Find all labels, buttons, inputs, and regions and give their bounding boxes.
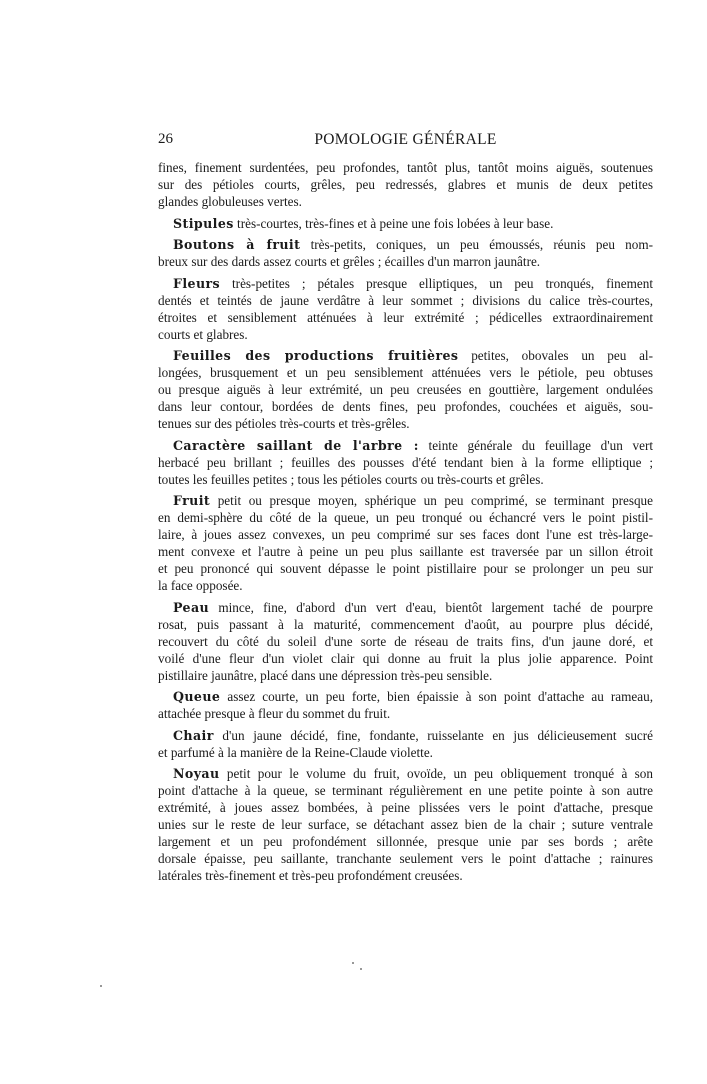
paragraph-stipules (158, 215, 653, 232)
text-line (158, 833, 653, 850)
line-text: et parfumé à la manière de la Reine-Claude violette. (158, 744, 433, 760)
line-text: ou presque aiguës à leur extrémité, un peu creusées en gouttière, largement ondulées (158, 382, 653, 397)
text-line (158, 850, 653, 867)
line-text: unies sur le reste de leur surface, se détachant assez bien de la chair ; suture ventrale (158, 817, 653, 832)
paragraph-noyau (158, 765, 653, 884)
scan-speck (360, 968, 362, 970)
text-line (158, 799, 653, 816)
text-line (158, 526, 653, 543)
entry-heading: Caractère saillant de l'arbre : (173, 437, 419, 453)
line-text: très-petits, coniques, un peu émoussés, réunis peu nom- (310, 237, 654, 252)
text-line (158, 398, 653, 415)
line-text: mince, fine, d'abord d'un vert d'eau, bientôt largement taché de pourpre (218, 599, 653, 615)
line-text: assez courte, un peu forte, bien épaissie à son point d'attache au rameau, (227, 689, 653, 704)
line-text: ment convexe et l'autre à peine un peu plus saillante est traversée par un sillon étroit (158, 544, 653, 559)
paragraph-fruit (158, 492, 653, 594)
paragraph-boutons (158, 236, 653, 270)
running-title: POMOLOGIE GÉNÉRALE (314, 131, 497, 148)
text-line (158, 509, 653, 526)
paragraph-peau (158, 599, 653, 684)
line-text: laire, à joues assez convexes, un peu comprimé sur ses faces dont l'une est très-large- (158, 527, 653, 542)
line-text: fines, finement surdentées, peu profondes, tantôt plus, tantôt moins aiguës, soutenues (158, 160, 653, 175)
text-line (158, 215, 653, 232)
line-text: et peu prononcé qui souvent dépasse le point pistillaire pour se prolonger un peu sur (158, 561, 653, 576)
scan-speck (100, 985, 102, 987)
line-text: extrémité, à joues assez bombées, à peine plissées vers le point d'attache, presque (158, 800, 653, 815)
line-text: attachée presque à fleur du sommet du fruit. (158, 706, 391, 721)
line-text: latérales très-finement et très-peu profondément creusées. (158, 868, 463, 883)
text-line (158, 599, 653, 616)
line-text: herbacé peu brillant ; feuilles des pousses d'été tendant bien à la forme elliptique ; (158, 454, 653, 470)
text-line (158, 275, 653, 292)
page-body (158, 159, 653, 889)
entry-heading: Queue (173, 689, 221, 704)
text-line (158, 616, 653, 633)
text-line (158, 633, 653, 650)
paragraph-feuilles (158, 347, 653, 432)
entry-heading: Fruit (173, 493, 211, 508)
line-text: glandes globuleuses vertes. (158, 194, 302, 209)
text-line (158, 744, 653, 761)
line-text: dorsale épaisse, peu saillante, tranchante seulement vers le point d'attache ; rainures (158, 851, 653, 866)
text-line (158, 688, 653, 705)
line-text: sur des pétioles courts, grêles, peu redressés, glabres et munis de deux petites (158, 177, 653, 192)
paragraph-continued (158, 159, 653, 210)
line-text: la face opposée. (158, 578, 243, 593)
page-number: 26 (158, 131, 173, 147)
text-line (158, 765, 653, 782)
line-text: dentés et teintés de jaune verdâtre à leur sommet ; divisions du calice très-courtes, (158, 292, 653, 308)
text-line (158, 816, 653, 833)
line-text: toutes les feuilles petites ; tous les pétioles courts ou très-courts et grêles. (158, 471, 544, 487)
line-text: très-petites ; pétales presque elliptiques, un peu tronqués, finement (232, 275, 654, 291)
text-line (158, 650, 653, 667)
text-line (158, 560, 653, 577)
line-text: teinte générale du feuillage d'un vert (428, 437, 654, 453)
line-text: longées, brusquement et un peu sensiblement atténuées vers le pétiole, peu obtuses (158, 365, 653, 380)
text-line (158, 193, 653, 210)
entry-heading: Chair (173, 727, 214, 743)
text-line (158, 867, 653, 884)
text-line (158, 253, 653, 270)
text-line (158, 727, 653, 744)
entry-heading: Stipules (173, 215, 234, 231)
line-text: petit pour le volume du fruit, ovoïde, un peu obliquement tronqué à son (226, 766, 653, 781)
text-line (158, 364, 653, 381)
text-line (158, 347, 653, 364)
line-text: rosat, puis passant à la maturité, commencement d'août, au pourpre plus décidé, (158, 616, 653, 632)
text-line (158, 415, 653, 432)
text-line (158, 471, 653, 488)
text-line (158, 176, 653, 193)
line-text: pistillaire jaunâtre, placé dans une dépression très-peu sensible. (158, 667, 493, 683)
line-text: largement et un peu profondément sillonnée, presque unie par ses bords ; arête (158, 834, 653, 849)
paragraph-caractère (158, 437, 653, 488)
line-text: petit ou presque moyen, sphérique un peu comprimé, se terminant presque (217, 493, 654, 508)
scan-speck (352, 962, 354, 964)
text-line (158, 667, 653, 684)
text-line (158, 577, 653, 594)
text-line (158, 437, 653, 454)
line-text: recouvert du côté du soleil d'une sorte de réseau de traits fins, d'un jaune doré, et (158, 633, 653, 649)
line-text: petites, obovales un peu al- (471, 348, 653, 363)
text-line (158, 381, 653, 398)
line-text: tenues sur des pétioles très-courts et très-grêles. (158, 416, 410, 431)
paragraph-queue (158, 688, 653, 722)
paragraph-chair (158, 727, 653, 761)
text-line (158, 705, 653, 722)
entry-heading: Feuilles des productions fruitières (173, 348, 459, 363)
line-text: très-courtes, très-fines et à peine une fois lobées à leur base. (237, 215, 554, 231)
entry-heading: Boutons à fruit (173, 237, 301, 252)
text-line (158, 543, 653, 560)
line-text: d'un jaune décidé, fine, fondante, ruisselante en jus délicieusement sucré (222, 727, 654, 743)
text-line (158, 492, 653, 509)
entry-heading: Noyau (173, 766, 220, 781)
line-text: voilé d'une fleur d'un violet clair qui donne au fruit la plus jolie apparence. Point (158, 650, 653, 666)
line-text: courts et glabres. (158, 326, 248, 342)
line-text: dans leur contour, bordées de dents fines, peu profondes, couchées et aiguës, sou- (158, 399, 653, 414)
line-text: breux sur des dards assez courts et grêles ; écailles d'un marron jaunâtre. (158, 254, 541, 269)
text-line (158, 159, 653, 176)
entry-heading: Peau (173, 599, 210, 615)
paragraph-fleurs (158, 275, 653, 343)
line-text: en demi-sphère du côté de la queue, un peu tronqué ou échancré vers le point pistil- (158, 510, 653, 525)
text-line (158, 454, 653, 471)
line-text: étroites et sensiblement atténuées à leur extrémité ; pédicelles extraordinairement (158, 309, 653, 325)
text-line (158, 782, 653, 799)
text-line (158, 236, 653, 253)
line-text: point d'attache à la queue, se terminant régulièrement en une petite pointe à son autre (158, 783, 653, 798)
page-header (158, 131, 653, 151)
text-line (158, 326, 653, 343)
entry-heading: Fleurs (173, 275, 221, 291)
text-line (158, 309, 653, 326)
text-line (158, 292, 653, 309)
